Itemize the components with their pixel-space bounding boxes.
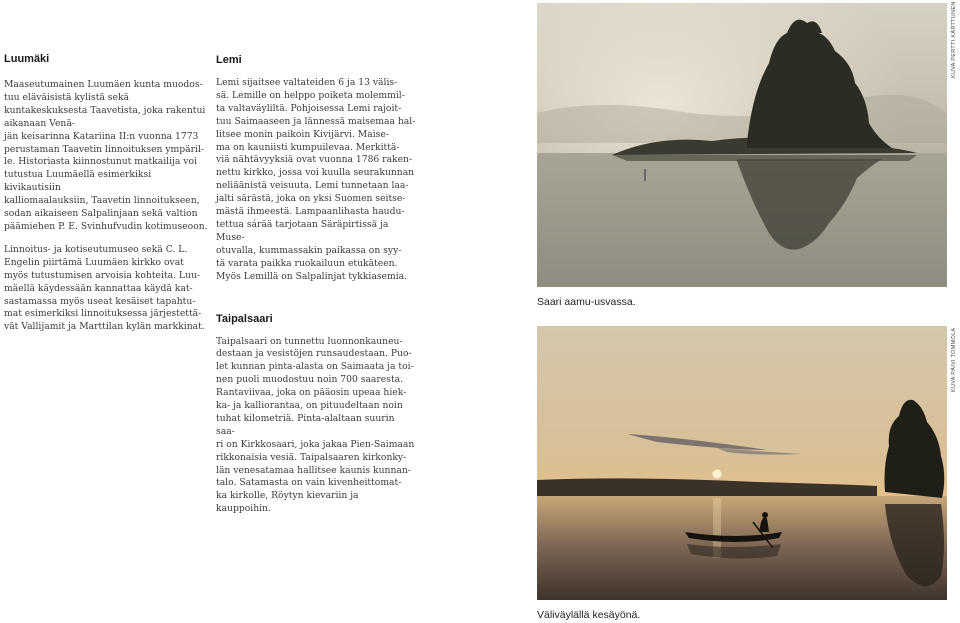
section-heading-lemi: Lemi [216,54,242,66]
column-lemi-taipalsaari [216,54,416,516]
credit-top-photo: KUVA PERTTI KÄRTTUNEN [951,1,957,78]
caption-bottom-photo: Väliväylällä kesäyönä. [537,609,641,621]
paragraph-lemi: Lemi sijaitsee valtateiden 6 ja 13 välis- sä. Lemille on helppo poiketa molemmil- ta valtaväyliltä. Pohjoisessa Lemi rajoit- tuu Saimaaseen ja lännessä maisemaa hal- litsee monin paikoin Kivijärvi. Maise- ma on kauniisti kumpuilevaa. Merkittä- viä nähtävyyksiä ovat vuonna 1786 raken- nettu kirkko, jossa voi kuulla seurakunnan neliäänistä veisuuta. Lemi tunnetaan laa- jalti särästä, joka on yksi Suomen seitse- mästä ihmeestä. Lampaanlihasta haudu- tettua sárää tarjotaan Säräpirtissä ja Muse- otuvalla, kummassakin paikassa on syy- tä varata paikka ruokailuun etukäteen. Myös Lemillä on Salpalinjat tykkiasemia. [216,77,416,282]
section-heading-taipalsaari: Taipalsaari [216,312,273,325]
paragraph-luumaki-1: Maaseutumainen Luumäen kunta muodos- tuu eläväisistä kylistä sekä kuntakeskuksesta Taavetista, joka rakentui aikanaan Venä- jän keisarinna Katariina II:n vuonna 1773 perustaman Taavetin linnoituksen ympäril- le. Historiasta kiinnostunut matkailija voi tutustua Luumäellä esimerkiksi kivikautisiin kalliomaalauksiin, Taavetin linnoitukseen, sodan aikaiseen Salpalinjaan sekä valtion päämiehen P. E. Svinhufvudin kotimuseoon. [4,79,208,232]
paragraph-luumaki-2: Linnoitus- ja kotiseutumuseo sekä C. L. Engelin piirtämä Luumäen kirkko ovat myös tutustumisen arvoisia kohteita. Luu- mäellä käydessään kannattaa käydä kat- sastamassa myös useat kesäiset tapahtu- mat esimerkiksi linnoituksessa järjestettä- vät Vallijamit ja Marttilan kylän markkinat. [4,243,205,333]
photo-misty-island [537,3,947,287]
column-luumaki [4,53,209,334]
caption-top-photo: Saari aamu-usvassa. [537,296,636,308]
credit-bottom-photo: KUVA PÄIVI TOMMOLA [951,327,957,392]
photo-canoe-sunset [537,326,947,600]
paragraph-taipalsaari: Taipalsaari on tunnettu luonnonkauneu- destaan ja vesistöjen runsaudestaan. Puo- let kunnan pinta-alasta on Saimaata ja toi- nen puoli muodostuu noin 700 saaresta. Rantaviivaa, joka on pääosin upeaa hiek- ka- ja kalliorantaa, on pituudeltaan noin tuhat kilometriä. Pinta-alaltaan suurin saa- ri on Kirkkosaari, joka jakaa Pien-Saimaan rikkonaisia vesiä. Taipalsaaren kirkonky- län venesatamaa hallitsee kaunis kunnan- talo. Satamasta on vain kivenheittomat- ka kirkolle, Röytyn kievariin ja kauppoihin. [216,335,415,515]
section-heading-luumaki: Luumäki [4,53,50,65]
